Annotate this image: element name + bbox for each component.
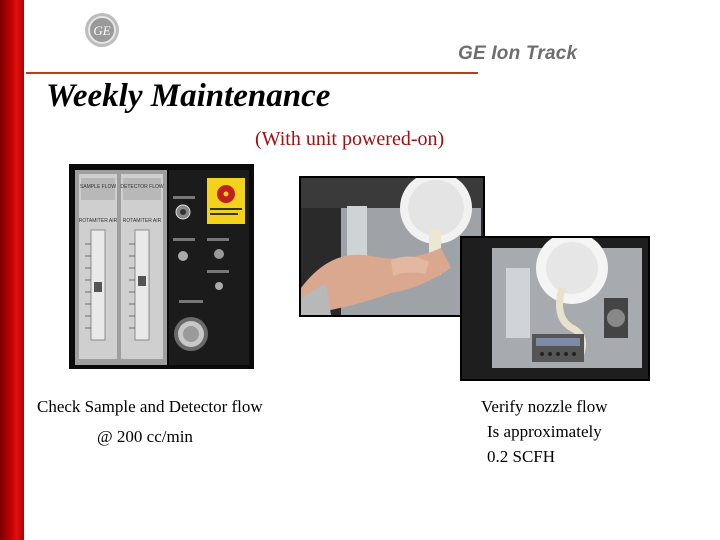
nozzle-flow-photo [460, 236, 650, 381]
detector-flow-label: DETECTOR FLOW [120, 184, 164, 190]
slide-title: Weekly Maintenance [46, 78, 331, 114]
gauge-label-1: ROTAMITER AIR [78, 218, 118, 224]
left-caption-line1: Check Sample and Detector flow [37, 397, 263, 416]
accent-side-bar [0, 0, 24, 540]
right-caption-line1: Verify nozzle flow [481, 397, 608, 416]
nozzle-check-photo [299, 176, 485, 317]
right-caption-line2: Is approximately [487, 422, 602, 441]
ge-logo [84, 12, 120, 48]
header-divider [26, 72, 478, 74]
slide-subtitle: (With unit powered-on) [255, 128, 445, 150]
sample-flow-label: SAMPLE FLOW [79, 184, 117, 190]
right-caption-line3: 0.2 SCFH [487, 447, 556, 466]
left-caption-line2: @ 200 cc/min [97, 427, 193, 446]
ge-logo-text: GE [93, 23, 111, 38]
gauge-label-2: ROTAMITER AIR [122, 218, 162, 224]
brand-name: GE Ion Track [458, 43, 578, 64]
flow-meter-photo [69, 164, 254, 369]
